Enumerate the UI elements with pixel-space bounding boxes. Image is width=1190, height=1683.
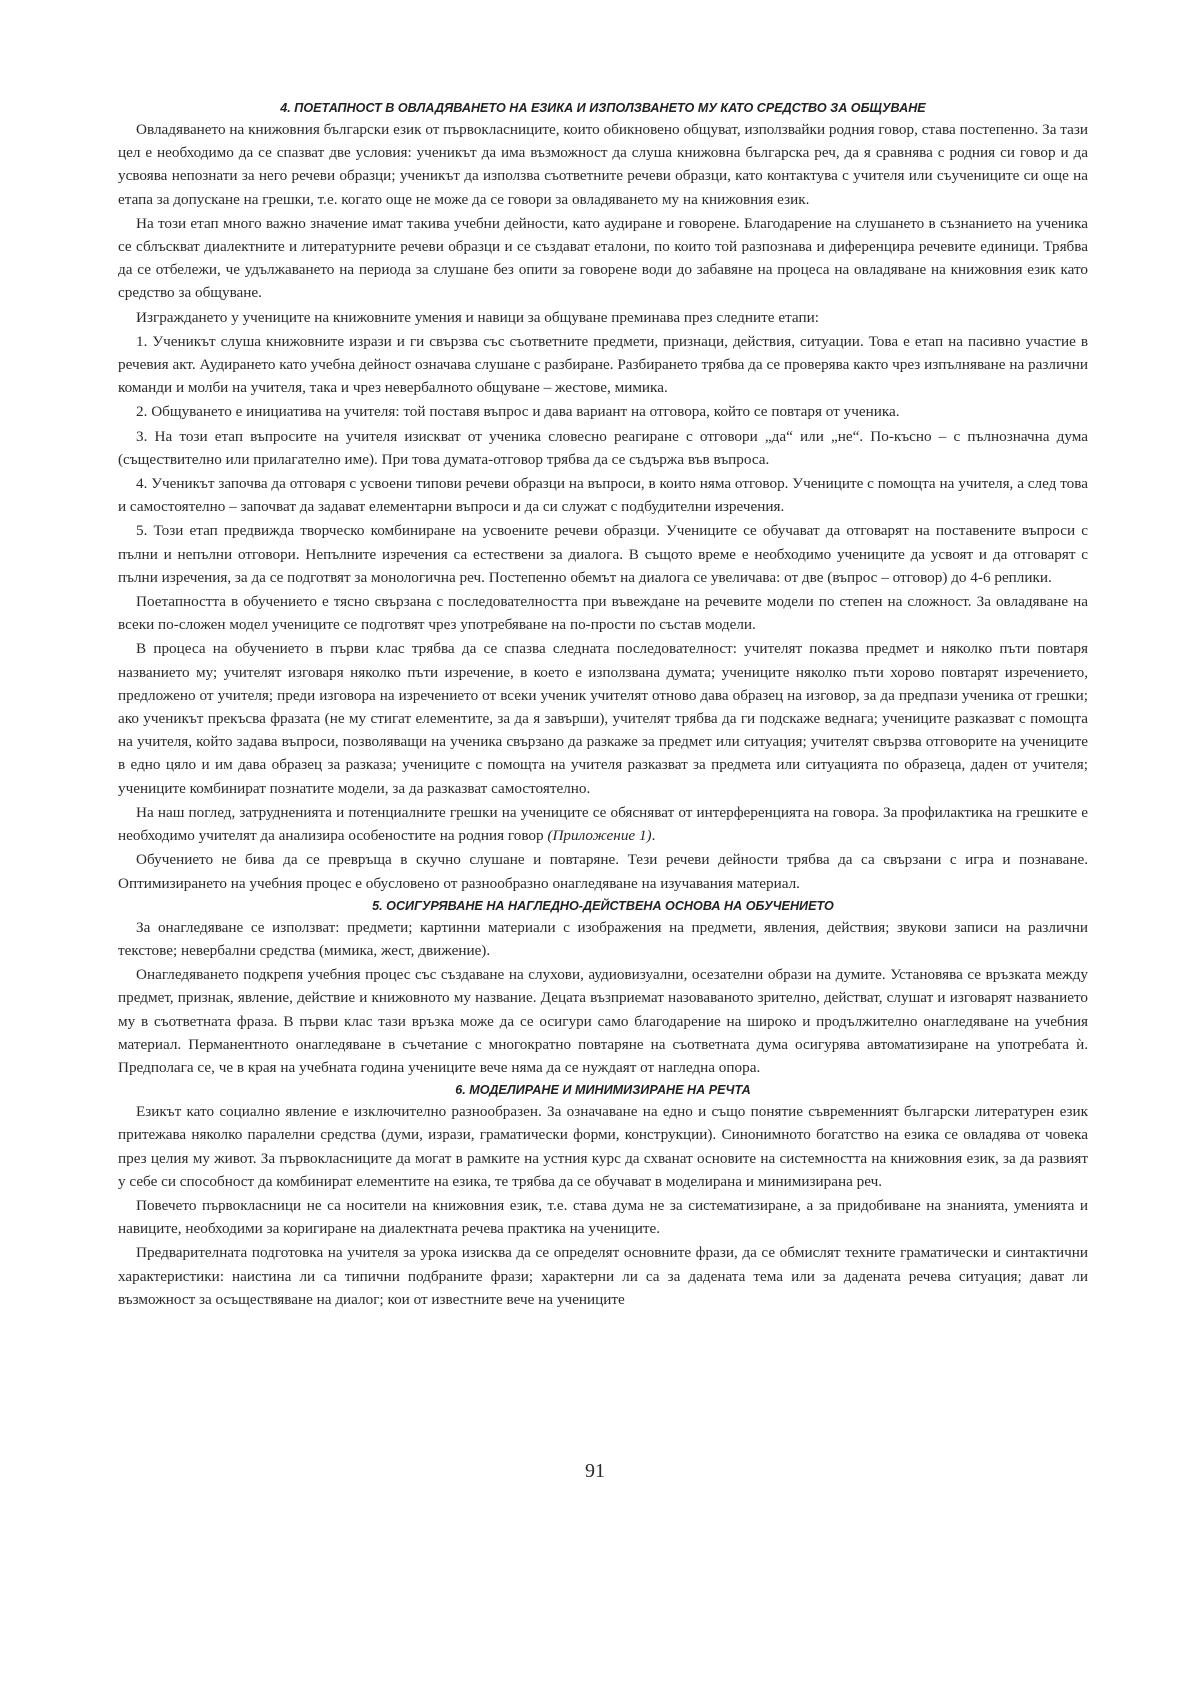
- list-item: 1. Ученикът слуша книжовните изрази и ги свързва със съответните предмети, признаци, действия, ситуации. Това е етап на пасивно участие в речевия акт. Аудирането като учебна дейност означава слушане с разбиране. Разбирането трябва да се проверява както чрез изпълняване на различни команди и молби на учителя, така и чрез невербалното общуване – жестове, мимика.: [118, 332, 1088, 397]
- paragraph: Предварителната подготовка на учителя за урока изисква да се определят основните фрази, да се обмислят техните граматически и синтактични характеристики: наистина ли са типични подбраните фрази; характерни ли са за дадената тема или за дадената речева ситуация; дават ли възможност за осъществяване на диалог; кои от известните вече на учениците: [118, 1244, 1088, 1308]
- paragraph: На този етап много важно значение имат такива учебни дейности, като аудиране и говорене. Благодарение на слушането в съзнанието на ученика се сблъскват диалектните и литературните речеви образци и се създават еталони, по които той разпознава и диференцира речевите единици. Трябва да се отбележи, че удължаването на периода за слушане без опити за говорене води до забавяне на процеса на овладяване на книжовния език като средство за общуване.: [118, 214, 1088, 302]
- list-item: 3. На този етап въпросите на учителя изискват от ученика словесно реагиране с отговори „да“ или „не“. По-късно – с пълнозначна дума (съществително или прилагателно име). При това думата-отговор трябва да се съдържа във въпроса.: [118, 427, 1088, 468]
- paragraph: Повечето първокласници не са носители на книжовния език, т.е. става дума не за систематизиране, а за придобиване на знанията, уменията и навиците, необходими за коригиране на диалектната речева практика на учениците.: [118, 1196, 1088, 1238]
- paragraph-with-appendix-ref: [118, 801, 1088, 847]
- paragraph: Изграждането у учениците на книжовните умения и навици за общуване преминава през следните етапи:: [136, 308, 819, 326]
- list-item: 4. Ученикът започва да отговаря с усвоени типови речеви образци на въпроси, в които няма отговор. Учениците с помощта на учителя, а след това и самостоятелно – започват да задават елементарни въпроси и да си служат с подбудителни изречения.: [118, 475, 1088, 516]
- paragraph: В процеса на обучението в първи клас трябва да се спазва следната последователност: учителят показва предмет и няколко пъти повтаря названието му; учителят изговаря няколко пъти изречение, в което е използвана думата; учениците няколко пъти хорово повтарят изречението, предложено от учителя; преди изговора на изречението от всеки ученик учителят отново дава образец на изговор, за да предпази ученика от грешки; ако ученикът прекъсва фразата (не му стигат елементите, за да я завърши), учителят трябва да ги подскаже веднага; учениците разказват с помощта на учителя, който задава въпроси, позволяващи на ученика свързано да разкаже за предмет или ситуация; учителят свързва отговорите на учениците в едно цяло и им дава образец за разказа; учениците с помощта на учителя разказват за предмета или ситуацията по образеца, даден от учителя; учениците комбинират познатите модели, за да разказват самостоятелно.: [118, 640, 1088, 797]
- page-number: 91: [585, 1460, 605, 1482]
- list-item: 5. Този етап предвижда творческо комбиниране на усвоените речеви образци. Учениците се обучават да отговарят на поставените въпроси с пълни и непълни отговори. Непълните изречения са естествени за диалога. В същото време е необходимо учениците да усвоят и да отговарят с пълни изречения, за да се подготвят за монологична реч. Постепенно обемът на диалога се увеличава: от две (въпрос – отговор) до 4-6 реплики.: [118, 522, 1088, 586]
- section-5-heading: 5. ОСИГУРЯВАНЕ НА НАГЛЕДНО-ДЕЙСТВЕНА ОСНОВА НА ОБУЧЕНИЕТО: [372, 898, 834, 913]
- paragraph: Езикът като социално явление е изключително разнообразен. За означаване на едно и също понятие съвременният български литературен език притежава няколко паралелни средства (думи, изрази, граматически форми, конструкции). Синонимното богатство на езика се овладява от човека през целия му живот. За първокласниците да могат в рамките на устния курс да схванат основите на системността на книжовния език, за да развият у себе си способност да комбинират елементите на езика, те трябва да се обучават в моделирана и минимизирана реч.: [118, 1103, 1088, 1190]
- paragraph: Овладяването на книжовния български език от първокласниците, които обикновено общуват, използвайки родния говор, става постепенно. За тази цел е необходимо да се спазват две условия: ученикът да има възможност да слуша книжовна българска реч, да я сравнява с родния си говор и да усвоява непознати за него речеви образци; ученикът да използва съответните речеви образци, като контактува с учителя или съучениците си още на етапа за допускане на грешки, т.е. когато още не може да се говори за овладяването му на книжовния език.: [118, 121, 1088, 208]
- paragraph-text-end: .: [651, 827, 656, 845]
- paragraph: Онагледяването подкрепя учебния процес със създаване на слухови, аудиовизуални, осезателни образи на думите. Установява се връзката между предмет, признак, явление, действие и книжовното му название. Децата възприемат назоваваното зрително, действат, слушат и изговарят названието му в съответната фраза. В първи клас тази връзка може да се осигури само благодарение на широко и продължително онагледяване на учебния материал. Перманентното онагледяване в съчетание с многократно повтаряне на съответната дума осигурява автоматизиране на употребата ѝ. Предполага се, че в края на учебната година учениците вече няма да се нуждаят от нагледна опора.: [118, 966, 1088, 1076]
- section-4-heading: 4. ПОЕТАПНОСТ В ОВЛАДЯВАНЕТО НА ЕЗИКА И ИЗПОЛЗВАНЕТО МУ КАТО СРЕДСТВО ЗА ОБЩУВАНЕ: [280, 101, 926, 115]
- paragraph: За онагледяване се използват: предмети; картинни материали с изображения на предмети, явления, действия; звукови записи на различни текстове; невербални средства (мимика, жест, движение).: [118, 918, 1088, 959]
- paragraph: Обучението не бива да се превръща в скучно слушане и повтаряне. Тези речеви дейности трябва да са свързани с игра и познаване. Оптимизирането на учебния процес е обусловено от разнообразно онагледяване на изучавания материал.: [118, 851, 1088, 892]
- list-item: 2. Общуването е инициатива на учителя: той поставя въпрос и дава вариант на отговора, който се повтаря от ученика.: [136, 403, 900, 421]
- appendix-reference: (Приложение 1): [547, 827, 652, 845]
- paragraph: Поетапността в обучението е тясно свързана с последователността при въвеждане на речевите модели по степен на сложност. За овладяване на всеки по-сложен модел учениците се подготвят чрез употребяване на по-прости по състав модели.: [118, 593, 1088, 634]
- paragraph-text: На наш поглед, затрудненията и потенциалните грешки на учениците се обясняват от интерференцията на говора. За профилактика на грешките е необходимо учителят да анализира особеностите на родния говор: [118, 803, 1088, 845]
- document-page: [118, 98, 1088, 1312]
- section-6-heading: 6. МОДЕЛИРАНЕ И МИНИМИЗИРАНЕ НА РЕЧТА: [455, 1083, 751, 1098]
